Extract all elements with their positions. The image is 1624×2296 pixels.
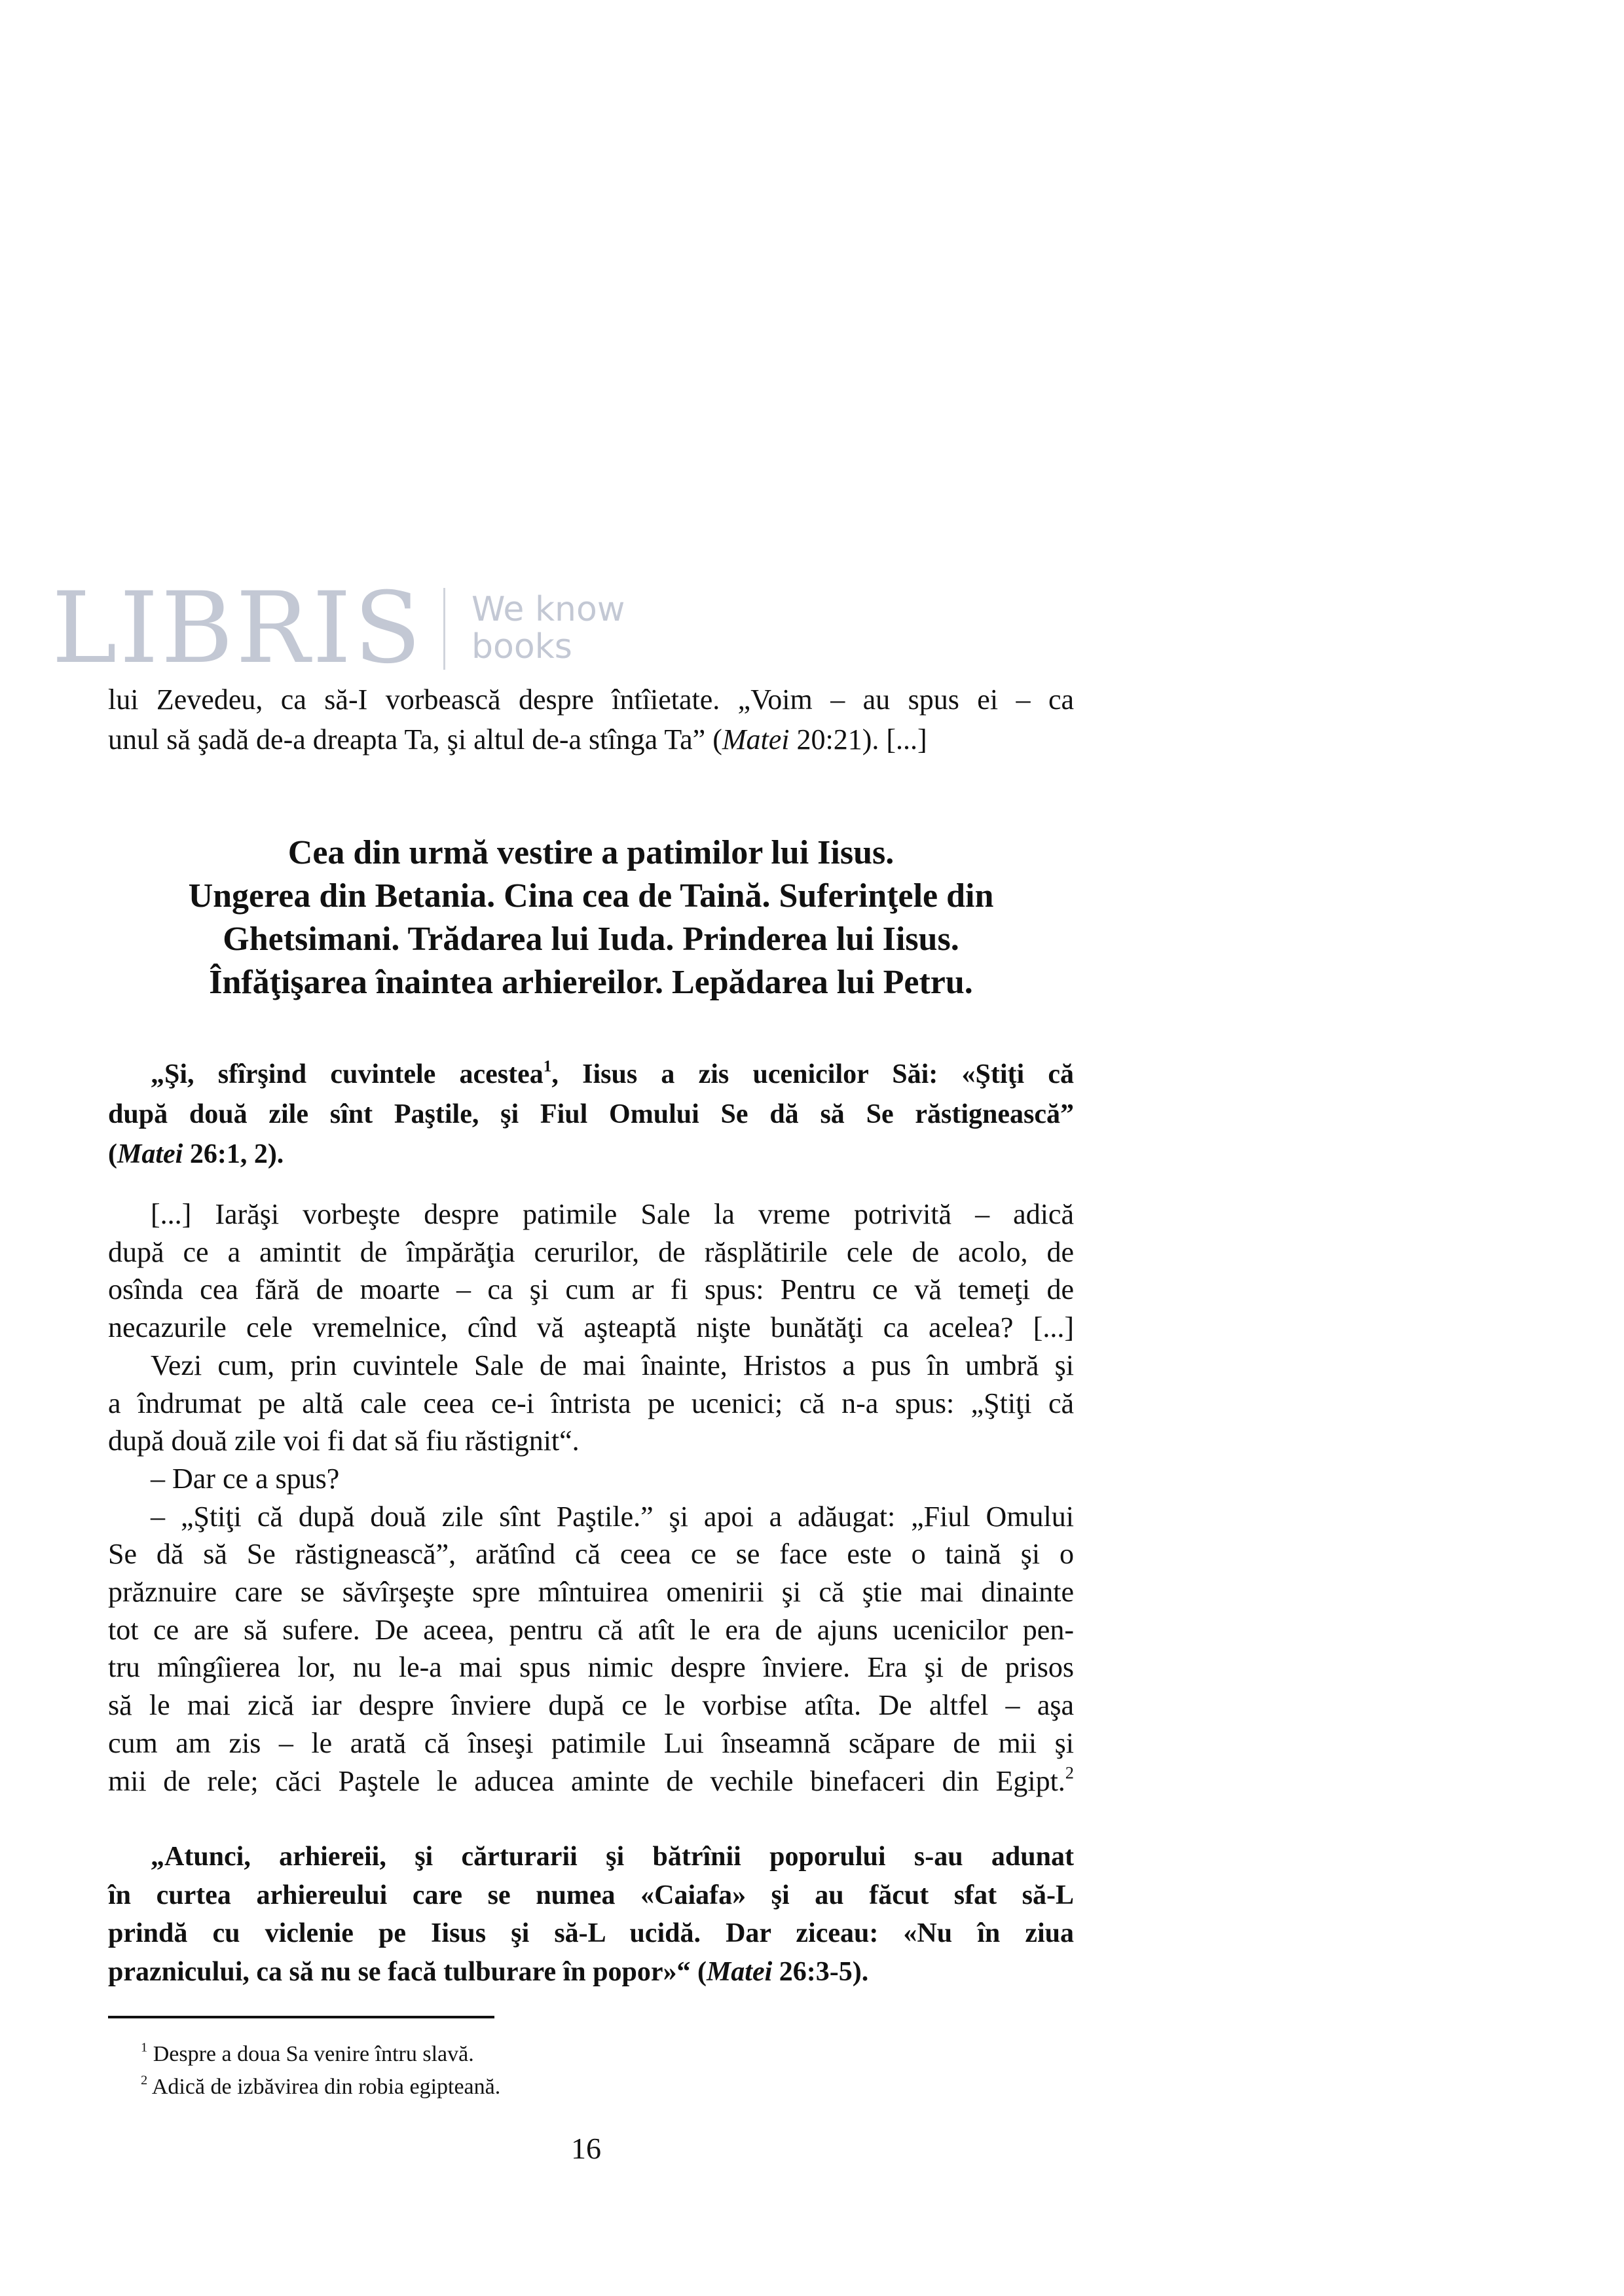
- text-segment: după două zile voi fi dat să fiu răstignit“.: [108, 1425, 580, 1457]
- text-line: [108, 1095, 1074, 1135]
- text-line: [108, 1838, 1074, 1876]
- text-line: [108, 1573, 1074, 1611]
- text-segment: – Dar ce a spus?: [151, 1462, 340, 1495]
- text-segment: Vezi cum, prin cuvintele Sale de mai înainte, Hristos a pus în umbră şi: [151, 1349, 1074, 1381]
- text-line: [108, 875, 1074, 918]
- scripture-reference: Matei: [706, 1956, 773, 1987]
- text-line: [108, 1686, 1074, 1724]
- text-segment: în curtea arhiereului care se numea «Caiafa» şi au făcut sfat să-L: [108, 1880, 1074, 1910]
- text-segment: „Şi, sfîrşind cuvintele acestea: [151, 1059, 544, 1089]
- chapter-heading: [108, 831, 1074, 1004]
- scripture-quote-2: [108, 1838, 1074, 1991]
- text-line: [108, 1055, 1074, 1095]
- text-segment: lui Zevedeu, ca să-I vorbească despre întîietate. „Voim – au spus ei – ca: [108, 683, 1074, 716]
- text-segment: 20:21). [...]: [789, 723, 927, 756]
- text-line: [108, 831, 1074, 875]
- text-segment: Se dă să Se răstignească”, arătînd că ceea ce se face este o taină şi o: [108, 1538, 1074, 1571]
- text-line: [108, 1309, 1074, 1347]
- text-line: [108, 680, 1074, 720]
- text-segment: să le mai zică iar despre înviere după ce le vorbise atîta. De altfel – aşa: [108, 1689, 1074, 1722]
- text-segment: „Atunci, arhiereii, şi cărturarii şi bătrînii poporului s-au adunat: [151, 1842, 1074, 1872]
- text-line: [108, 1422, 1074, 1460]
- text-segment: tot ce are să sufere. De aceea, pentru că atît le era de ajuns ucenicilor pen-: [108, 1613, 1074, 1646]
- footnote-text: Despre a doua Sa venire întru slavă.: [153, 2042, 474, 2066]
- text-segment: Înfăţişarea înaintea arhiereilor. Lepădarea lui Petru.: [209, 964, 973, 1001]
- text-line: [108, 1460, 1074, 1498]
- text-segment: Ungerea din Betania. Cina cea de Taină. Suferinţele din: [188, 877, 994, 915]
- text-segment: , Iisus a zis ucenicilor Săi: «Ştiţi că: [551, 1059, 1075, 1089]
- text-segment: Ghetsimani. Trădarea lui Iuda. Prinderea lui Iisus.: [223, 920, 959, 958]
- watermark-tagline-2: books: [471, 627, 572, 666]
- text-line: [108, 1914, 1074, 1953]
- text-line: [108, 1724, 1074, 1762]
- text-line: [108, 918, 1074, 961]
- text-line: [108, 1347, 1074, 1385]
- text-line: [108, 1271, 1074, 1309]
- text-line: [108, 1535, 1074, 1573]
- text-line: [108, 1953, 1074, 1992]
- text-segment: 26:1, 2).: [183, 1139, 284, 1169]
- text-segment: după două zile sînt Paştile, şi Fiul Omului Se dă să Se răstignească”: [108, 1099, 1074, 1129]
- watermark-tagline-1: We know: [471, 589, 625, 629]
- text-segment: (: [108, 1139, 117, 1169]
- text-line: [108, 1385, 1074, 1423]
- page-number: 16: [571, 2132, 601, 2165]
- text-line: [108, 1498, 1074, 1536]
- footnote-text: Adică de izbăvirea din robia egipteană.: [151, 2075, 501, 2099]
- footnote-reference: 2: [1065, 1762, 1074, 1783]
- commentary-paragraph: [108, 1195, 1074, 1800]
- text-line: [108, 1233, 1074, 1271]
- footnote-1: [141, 2038, 500, 2071]
- scripture-quote-1: [108, 1055, 1074, 1175]
- text-segment: [...] Iarăşi vorbeşte despre patimile Sale la vreme potrivită – adică: [151, 1198, 1074, 1230]
- footnote-reference: 1: [543, 1057, 552, 1076]
- scripture-reference: Matei: [722, 723, 790, 756]
- text-line: [108, 1649, 1074, 1686]
- text-line: [108, 1195, 1074, 1233]
- footnote-2: [141, 2071, 500, 2104]
- text-segment: unul să şadă de-a dreapta Ta, şi altul de-a stînga Ta” (: [108, 723, 722, 756]
- text-line: [108, 1135, 1074, 1175]
- watermark-divider: [443, 588, 445, 670]
- watermark-tagline: [471, 591, 625, 666]
- text-line: [108, 720, 1074, 759]
- footnote-mark: 1: [141, 2040, 148, 2055]
- text-segment: tru mîngîierea lor, nu le-a mai spus nimic despre înviere. Era şi de prisos: [108, 1651, 1074, 1684]
- text-segment: după ce a amintit de împărăţia cerurilor, de răsplătirile cele de acolo, de: [108, 1235, 1074, 1268]
- text-segment: mii de rele; căci Paştele le aducea aminte de vechile binefaceri din Egipt.: [108, 1764, 1065, 1797]
- text-line: [108, 1876, 1074, 1915]
- text-segment: cum am zis – le arată că înseşi patimile Lui înseamnă scăpare de mii şi: [108, 1726, 1074, 1759]
- text-segment: praznicului, ca să nu se facă tulburare în popor»“ (: [108, 1956, 707, 1987]
- scripture-reference: Matei: [117, 1139, 183, 1169]
- text-segment: prindă cu viclenie pe Iisus şi să-L ucidă. Dar ziceau: «Nu în ziua: [108, 1918, 1074, 1949]
- text-line: [108, 961, 1074, 1004]
- text-segment: 26:3-5).: [772, 1956, 869, 1987]
- watermark-logo: LIBRIS: [52, 572, 424, 685]
- text-line: [108, 1611, 1074, 1649]
- text-segment: necazurile cele vremelnice, cînd vă aşteaptă nişte bunătăţi ca acelea? [...]: [108, 1311, 1074, 1344]
- text-segment: a îndrumat pe altă cale ceea ce-i întrista pe ucenici; că n-a spus: „Ştiţi că: [108, 1387, 1074, 1419]
- footnote-separator: [108, 2016, 494, 2018]
- text-segment: – „Ştiţi că după două zile sînt Paştile.” şi apoi a adăugat: „Fiul Omului: [151, 1500, 1074, 1533]
- text-line: [108, 1762, 1074, 1800]
- text-segment: prăznuire care se săvîrşeşte spre mîntuirea omenirii şi că ştie mai dinainte: [108, 1576, 1074, 1609]
- text-segment: Cea din urmă vestire a patimilor lui Iisus.: [287, 834, 895, 871]
- footnote-mark: 2: [141, 2073, 148, 2088]
- footnotes: [141, 2038, 500, 2104]
- libris-watermark: [52, 572, 625, 685]
- text-segment: osînda cea fără de moarte – ca şi cum ar fi spus: Pentru ce vă temeţi de: [108, 1273, 1074, 1306]
- intro-paragraph: [108, 680, 1074, 759]
